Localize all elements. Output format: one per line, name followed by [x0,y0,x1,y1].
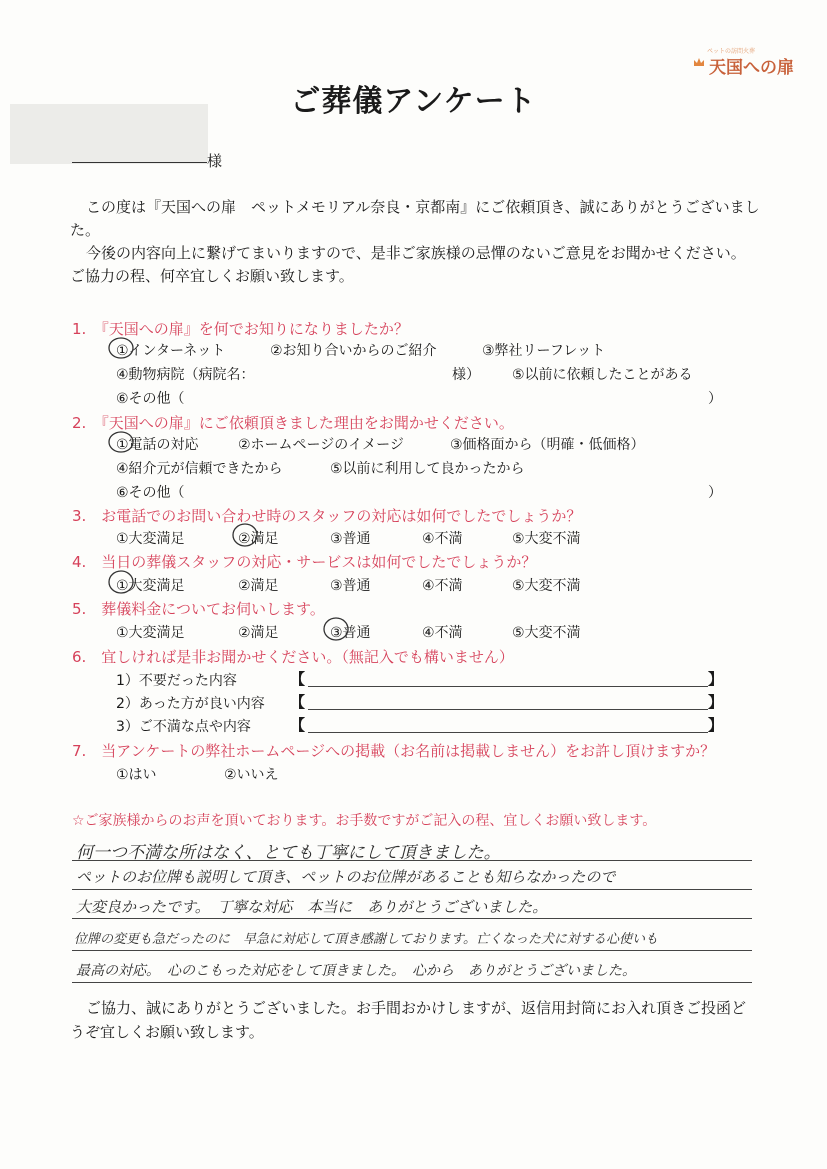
recipient-suffix: 様 [207,152,223,170]
q4-option-5[interactable]: ⑤大変不満 [512,578,581,594]
q3-option-3[interactable]: ③普通 [330,531,371,547]
q5-option-2[interactable]: ②満足 [238,625,279,641]
q6-item-2-close-bracket: 】 [708,693,724,711]
q7-option-2[interactable]: ②いいえ [224,767,279,783]
q2-option-2[interactable]: ②ホームページのイメージ [238,437,404,453]
q2-option-1[interactable]: ①電話の対応 [116,437,199,453]
handwritten-line-2: ペットのお位牌も説明して頂き、ペットのお位牌があることも知らなかったので [76,868,616,886]
q1-selection-circle [109,338,133,358]
q4-selection-circle [109,571,133,593]
intro-paragraph-1: この度は『天国への扉 ペットメモリアル奈良・京都南』にご依頼頂き、誠にありがとうございました。 [70,198,760,239]
q3-option-4[interactable]: ④不満 [422,531,463,547]
q5-option-1[interactable]: ①大変満足 [116,625,185,641]
question-5-label: 5. 葬儀料金についてお伺いします。 [72,600,325,618]
question-4-label: 4. 当日の葬儀スタッフの対応・サービスは如何でしたでしょうか？ [72,553,537,571]
q6-item-3-label: 3）ご不満な点や内容 [116,719,251,735]
q4-option-2[interactable]: ②満足 [238,578,279,594]
question-7-label: 7. 当アンケートの弊社ホームページへの掲載（お名前は掲載しません）をお許し頂けますか？ [72,742,716,760]
q2-option-5[interactable]: ⑤以前に利用して良かったから [330,461,525,477]
q3-option-2[interactable]: ②満足 [238,531,279,547]
q3-option-1[interactable]: ①大変満足 [116,531,185,547]
q3-option-5[interactable]: ⑤大変不満 [512,531,581,547]
question-2-label: 2. 『天国への扉』にご依頼頂きました理由をお聞かせください。 [72,414,514,432]
q6-item-1-open-bracket: 【 [290,670,306,688]
q7-option-1[interactable]: ①はい [116,767,157,783]
q5-option-5[interactable]: ⑤大変不満 [512,625,581,641]
q2-option-6[interactable]: ⑥その他（ [116,485,185,501]
q6-item-3-close-bracket: 】 [708,716,724,734]
q5-selection-circle [324,618,348,640]
q6-item-1-close-bracket: 】 [708,670,724,688]
question-6-label: 6. 宜しければ是非お聞かせください。（無記入でも構いません） [72,648,514,666]
q6-item-2-label: 2）あった方が良い内容 [116,696,265,712]
q6-item-3-open-bracket: 【 [290,716,306,734]
handwritten-line-4: 位牌の変更も急だったのに 早急に対応して頂き感謝しております。亡くなった犬に対する心使いも [74,932,658,947]
question-3-label: 3. お電話でのお問い合わせ時のスタッフの対応は如何でしたでしょうか？ [72,507,582,525]
q1-option-6[interactable]: ⑥その他（ [116,391,185,407]
message-section-title: ☆ご家族様からのお声を頂いております。お手数ですがご記入の程、宜しくお願い致します。 [72,813,657,829]
q2-option-4[interactable]: ④紹介元が信頼できたから [116,461,283,477]
q2-option-6-close: ） [708,485,722,501]
q4-option-4[interactable]: ④不満 [422,578,463,594]
q5-option-4[interactable]: ④不満 [422,625,463,641]
intro-paragraph-2: 今後の内容向上に繋げてまいりますので、是非ご家族様の忌憚のないご意見をお聞かせください。ご協力の程、何卒宜しくお願い致します。 [70,244,746,285]
q4-option-1[interactable]: ①大変満足 [116,578,185,594]
q1-option-6-close: ） [708,391,722,407]
q4-option-3[interactable]: ③普通 [330,578,371,594]
q5-option-3[interactable]: ③普通 [330,625,371,641]
handwritten-line-1: 何一つ不満な所はなく、とても丁寧にして頂きました。 [76,843,501,863]
handwritten-line-5: 最高の対応。 心のこもった対応をして頂きました。 心から ありがとうございました。 [76,963,636,979]
q1-option-3[interactable]: ③弊社リーフレット [482,343,606,359]
q6-item-2-open-bracket: 【 [290,693,306,711]
q1-option-5[interactable]: ⑤以前に依頼したことがある [512,367,693,383]
q2-selection-circle [109,432,133,452]
logo-name: 天国への扉 [709,58,794,78]
logo-tagline: ペットの訪問火葬 [707,48,756,55]
q1-option-4[interactable]: ④動物病院（病院名： [116,367,255,383]
closing-paragraph: ご協力、誠にありがとうございました。お手間おかけしますが、返信用封筒にお入れ頂きご投函どうぞ宜しくお願い致します。 [70,999,747,1041]
q1-option-2[interactable]: ②お知り合いからのご紹介 [270,343,437,359]
question-1-label: 1. 『天国への扉』を何でお知りになりましたか？ [72,320,409,338]
page-title: ご葬儀アンケート [290,84,537,119]
q1-option-1[interactable]: ①インターネット [116,343,226,359]
q2-option-3[interactable]: ③価格面から（明確・低価格） [450,437,645,453]
q1-option-4-suffix: 様） [452,367,480,383]
handwritten-line-3: 大変良かったです。 丁寧な対応 本当に ありがとうございました。 [76,898,548,916]
q6-item-1-label: 1）不要だった内容 [116,673,237,689]
q3-selection-circle [233,524,257,546]
